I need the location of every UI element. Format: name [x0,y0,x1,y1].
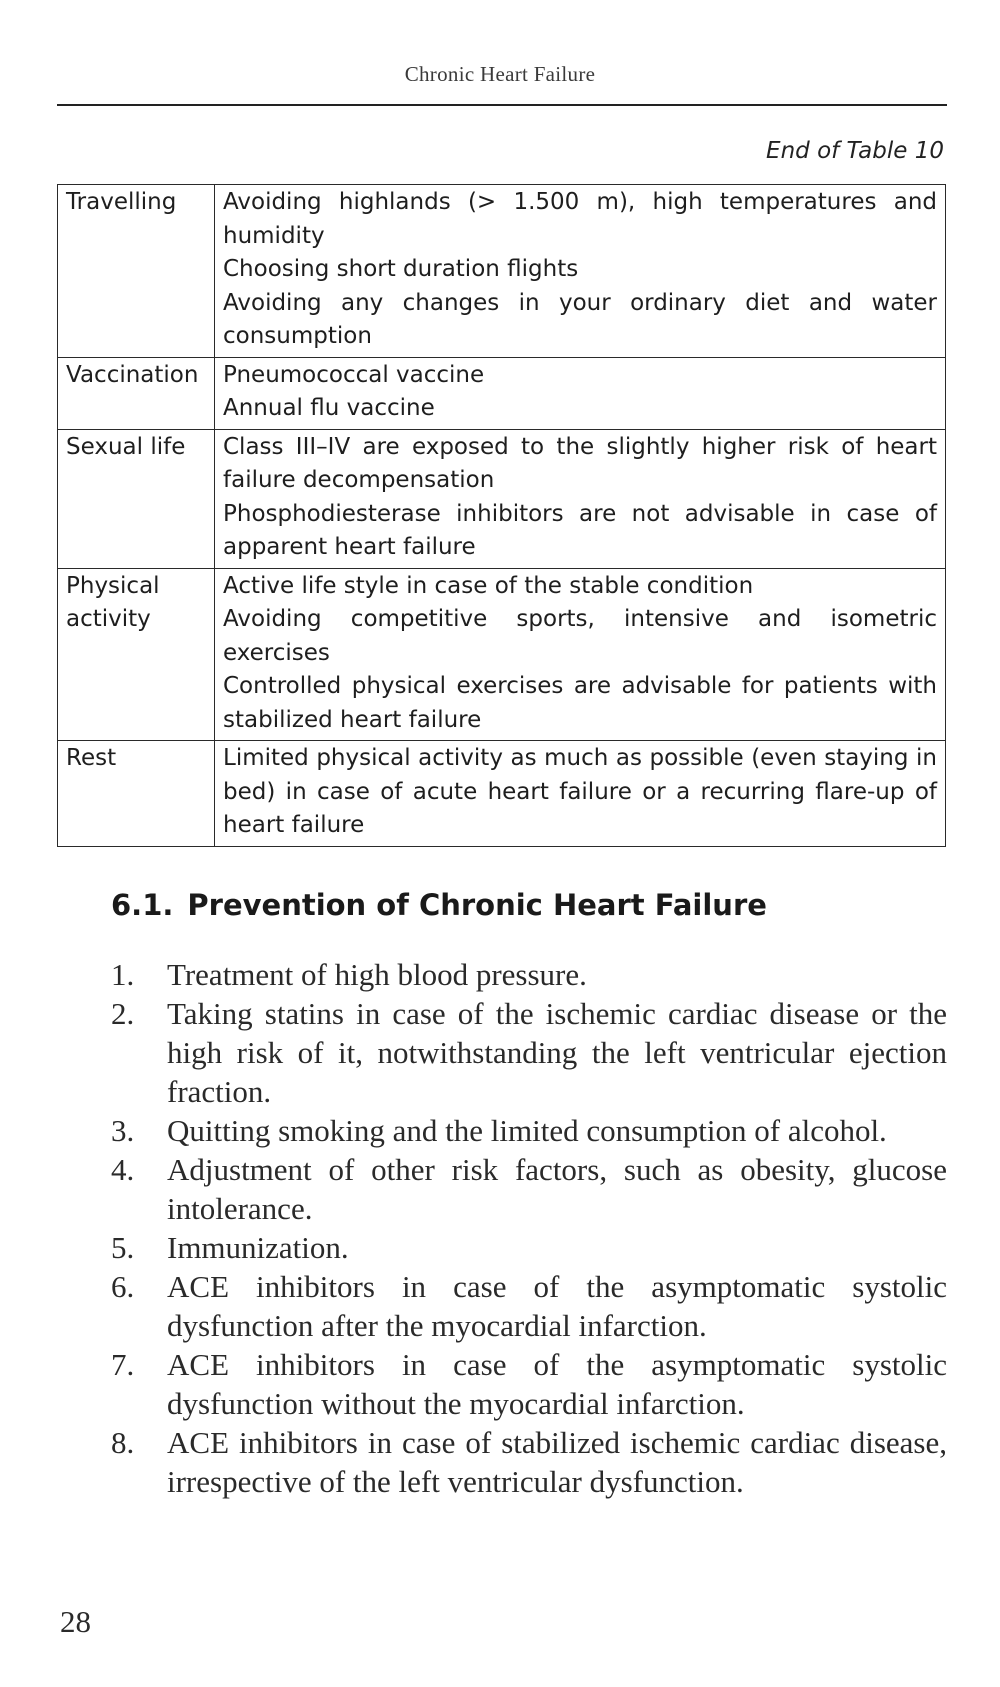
list-item-text: Treatment of high blood pressure. [167,957,587,992]
list-item-number: 6. [111,1269,135,1304]
list-item-text: Taking statins in case of the ischemic cardiac disease or the high risk of it, notwithstanding the left ventricular ejection fraction. [167,996,947,1109]
list-item-number: 2. [111,996,135,1031]
row-item: Choosing short duration flights [223,256,579,282]
lifestyle-table [57,184,946,847]
row-item: Controlled physical exercises are advisable for patients with stabilized heart failure [223,673,937,733]
row-category: Physical activity [58,568,215,741]
row-item: Pneumococcal vaccine [223,361,485,388]
row-item: Avoiding competitive sports, intensive and isometric exercises [223,606,937,666]
table-row [58,429,946,568]
list-item [111,994,947,1111]
list-item-text: ACE inhibitors in case of the asymptomatic systolic dysfunction after the myocardial infarction. [167,1269,947,1343]
prevention-list [111,955,947,1501]
list-item-text: Immunization. [167,1230,349,1265]
table-row [58,741,946,847]
row-category: Rest [58,741,215,847]
row-description [215,741,946,847]
list-item [111,1345,947,1423]
row-description [215,429,946,568]
row-category: Vaccination [58,357,215,429]
row-item: Avoiding any changes in your ordinary diet and water consumption [223,289,937,349]
row-item: Annual flu vaccine [223,395,435,421]
list-item-text: Adjustment of other risk factors, such as obesity, glucose intolerance. [167,1152,947,1226]
list-item [111,955,947,994]
list-item [111,1111,947,1150]
list-item-number: 5. [111,1230,135,1265]
section-heading [111,888,767,922]
row-description [215,185,946,358]
row-item: Class III–IV are exposed to the slightly higher risk of heart failure decompensation [223,433,937,493]
row-item: Avoiding highlands (> 1.500 m), high temperatures and humidity [223,189,937,249]
list-item-text: ACE inhibitors in case of the asymptomatic systolic dysfunction without the myocardial infarction. [167,1347,947,1421]
header-rule [57,104,947,106]
running-head: Chronic Heart Failure [404,62,596,86]
row-description [215,357,946,429]
list-item [111,1150,947,1228]
row-item: Active life style in case of the stable condition [223,572,754,599]
table-row [58,357,946,429]
row-category: Sexual life [58,429,215,568]
row-item: Phosphodiesterase inhibitors are not advisable in case of apparent heart failure [223,500,937,560]
table-row [58,185,946,358]
page-number: 28 [60,1604,91,1639]
list-item-text: ACE inhibitors in case of stabilized ischemic cardiac disease, irrespective of the left ventricular dysfunction. [167,1425,947,1499]
table-caption: End of Table 10 [766,138,944,164]
list-item [111,1228,947,1267]
table-row [58,568,946,741]
list-item-number: 7. [111,1347,135,1382]
list-item-number: 1. [111,957,135,992]
row-description [215,568,946,741]
list-item-text: Quitting smoking and the limited consumption of alcohol. [167,1113,887,1148]
row-category: Travelling [58,185,215,358]
list-item-number: 8. [111,1425,135,1460]
list-item-number: 4. [111,1152,135,1187]
list-item [111,1267,947,1345]
list-item-number: 3. [111,1113,135,1148]
section-title: Prevention of Chronic Heart Failure [187,888,767,922]
section-number: 6.1. [111,888,174,922]
row-item: Limited physical activity as much as possible (even staying in bed) in case of acute heart failure or a recurring flare-up of heart failure [223,745,937,838]
list-item [111,1423,947,1501]
